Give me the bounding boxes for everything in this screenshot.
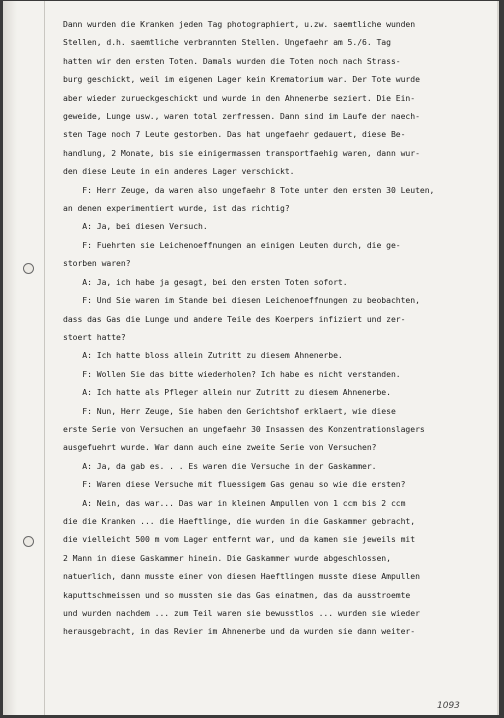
- text-line: an denen experimentiert wurde, ist das richtig?: [63, 203, 290, 214]
- text-line: storben waren?: [63, 258, 131, 269]
- text-line: F: Nun, Herr Zeuge, Sie haben den Gerichtshof erklaert, wie diese: [63, 405, 396, 416]
- text-line: den diese Leute in ein anderes Lager verschickt.: [63, 166, 295, 177]
- text-line: F: Fuehrten sie Leichenoeffnungen an einigen Leuten durch, die ge-: [63, 239, 401, 250]
- text-line: burg geschickt, weil im eigenen Lager kein Krematorium war. Der Tote wurde: [63, 74, 420, 85]
- text-line: hatten wir den ersten Toten. Damals wurden die Toten noch nach Strass-: [63, 55, 401, 66]
- text-line: die vielleicht 500 m vom Lager entfernt war, und da kamen sie jeweils mit: [63, 534, 416, 545]
- transcript-body: [63, 15, 443, 641]
- text-line: F: Und Sie waren im Stande bei diesen Leichenoeffnungen zu beobachten,: [63, 295, 420, 306]
- text-line: kaputtschmeissen und so mussten sie das Gas einatmen, das da ausstroemte: [63, 589, 411, 600]
- text-line: Stellen, d.h. saemtliche verbrannten Stellen. Ungefaehr am 5./6. Tag: [63, 37, 391, 48]
- punch-hole-icon: [23, 263, 34, 274]
- text-line: A: Ja, bei diesen Versuch.: [63, 221, 208, 232]
- text-line: A: Ja, da gab es. . . Es waren die Versuche in der Gaskammer.: [63, 460, 377, 471]
- margin-rule: [44, 1, 45, 715]
- binding-spine: [3, 1, 17, 715]
- text-line: geweide, Lunge usw., waren total zerfressen. Dann sind im Laufe der naech-: [63, 111, 420, 122]
- text-line: A: Ich hatte bloss allein Zutritt zu diesem Ahnenerbe.: [63, 350, 343, 361]
- punch-hole-icon: [23, 536, 34, 547]
- text-line: F: Wollen Sie das bitte wiederholen? Ich habe es nicht verstanden.: [63, 368, 401, 379]
- text-line: A: Nein, das war... Das war in kleinen Ampullen von 1 ccm bis 2 ccm: [63, 497, 406, 508]
- text-line: sten Tage noch 7 Leute gestorben. Das hat ungefaehr gedauert, diese Be-: [63, 129, 406, 140]
- text-line: die die Kranken ... die Haeftlinge, die wurden in die Gaskammer gebracht,: [63, 515, 416, 526]
- text-line: 2 Mann in diese Gaskammer hinein. Die Gaskammer wurde abgeschlossen,: [63, 552, 391, 563]
- text-line: A: Ich hatte als Pfleger allein nur Zutritt zu diesem Ahnenerbe.: [63, 387, 391, 398]
- text-line: stoert hatte?: [63, 331, 126, 342]
- page-number: 1093: [437, 701, 460, 711]
- text-line: ausgefuehrt wurde. War dann auch eine zweite Serie von Versuchen?: [63, 442, 377, 453]
- text-line: aber wieder zurueckgeschickt und wurde in den Ahnenerbe seziert. Die Ein-: [63, 92, 416, 103]
- text-line: erste Serie von Versuchen an ungefaehr 30 Insassen des Konzentrationslagers: [63, 423, 425, 434]
- text-line: natuerlich, dann musste einer von diesen Haeftlingen musste diese Ampullen: [63, 571, 420, 582]
- text-line: Dann wurden die Kranken jeden Tag photographiert, u.zw. saemtliche wunden: [63, 19, 416, 29]
- text-line: und wurden nachdem ... zum Teil waren sie bewusstlos ... wurden sie wieder: [63, 608, 420, 618]
- text-line: herausgebracht, in das Revier im Ahnenerbe und da wurden sie dann weiter-: [63, 626, 416, 637]
- text-line: dass das Gas die Lunge und andere Teile des Koerpers infiziert und zer-: [63, 313, 406, 324]
- document-page: [3, 1, 499, 715]
- text-line: F: Herr Zeuge, da waren also ungefaehr 8 Tote unter den ersten 30 Leuten,: [63, 184, 435, 195]
- text-line: F: Waren diese Versuche mit fluessigem Gas genau so wie die ersten?: [63, 479, 406, 490]
- text-line: A: Ja, ich habe ja gesagt, bei den ersten Toten sofort.: [63, 276, 348, 287]
- text-line: handlung, 2 Monate, bis sie einigermassen transportfaehig waren, dann wur-: [63, 147, 420, 158]
